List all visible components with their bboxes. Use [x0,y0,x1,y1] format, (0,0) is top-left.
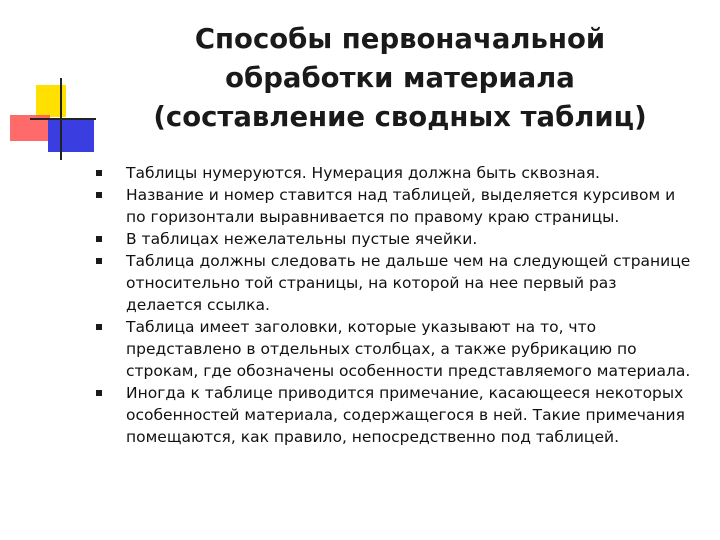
square-bullet-icon [96,170,102,176]
list-item-text: особенностей материала, содержащегося в ней. Такие примечания [126,406,685,424]
list-item-text: делается ссылка. [126,296,270,314]
list-item-text: Таблица имеет заголовки, которые указывают на то, что [126,318,597,336]
title-line: Способы первоначальной [194,23,606,55]
list-item-text: относительно той страницы, на которой на нее первый раз [126,274,617,292]
list-item-text: Иногда к таблице приводится примечание, касающееся некоторых [126,384,684,402]
title-line: обработки материала [225,62,575,94]
list-item-text: Таблица должны следовать не дальше чем на следующей странице [126,252,691,270]
list-item-text: Название и номер ставится над таблицей, выделяется курсивом и [126,186,676,204]
list-item [96,228,711,250]
bullet-list [96,162,711,448]
list-item-text: помещаются, как правило, непосредственно под таблицей. [126,428,620,446]
list-item [96,316,711,382]
list-item-text: строкам, где обозначены особенности представляемого материала. [126,362,691,380]
square-bullet-icon [96,324,102,330]
list-item [96,162,711,184]
slide-title [120,20,680,137]
decorative-squares-graphic [0,0,110,170]
list-item-text: по горизонтали выравнивается по правому краю страницы. [126,208,620,226]
list-item-text: Таблицы нумеруются. Нумерация должна быть сквозная. [126,164,600,182]
square-bullet-icon [96,192,102,198]
blue-square [48,120,94,152]
list-item [96,250,711,316]
list-item [96,382,711,448]
title-line: (составление сводных таблиц) [153,101,647,133]
list-item [96,184,711,228]
square-bullet-icon [96,258,102,264]
square-bullet-icon [96,390,102,396]
square-bullet-icon [96,236,102,242]
list-item-text: В таблицах нежелательны пустые ячейки. [126,230,478,248]
list-item-text: представлено в отдельных столбцах, а также рубрикацию по [126,340,637,358]
